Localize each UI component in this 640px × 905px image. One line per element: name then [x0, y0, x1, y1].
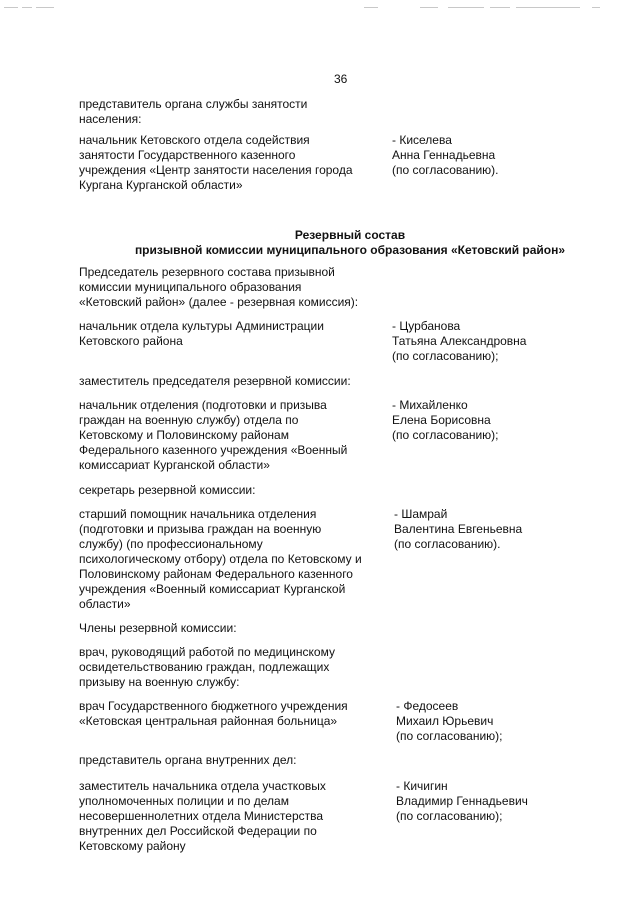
scan-artifact — [36, 7, 54, 8]
deputy-label: заместитель председателя резервной комиссии: — [79, 374, 351, 388]
scan-artifact — [490, 7, 510, 8]
deputy-person: - Михайленко Елена Борисовна (по согласованию); — [392, 398, 499, 442]
chair-person: - Цурбанова Татьяна Александровна (по согласованию); — [392, 319, 527, 363]
employment-service-label: представитель органа службы занятости населения: — [79, 97, 308, 126]
chair-label: Председатель резервного состава призывной комиссии муниципального образования «Кетовский район» (далее - резервная комиссия): — [79, 265, 359, 309]
scan-artifact — [592, 7, 600, 8]
deputy-position: начальник отделения (подготовки и призыва граждан на военную службу) отдела по Кетовскому и Половинскому районам Федерального казенного учреждения «Военный комиссариат Курганской области» — [79, 398, 348, 472]
scan-artifact — [364, 7, 378, 8]
doctor-person: - Федосеев Михаил Юрьевич (по согласованию); — [396, 699, 503, 743]
section-heading: Резервный состав призывной комиссии муниципального образования «Кетовский район» — [134, 228, 566, 257]
secretary-position: старший помощник начальника отделения (подготовки и призыва граждан на военную службу) (по профессиональному психологическому отбору) отдела по Кетовскому и Половинскому районам Федерального казенного учреждения «Военный комиссариат Курганской области» — [79, 507, 362, 611]
doctor-position: врач Государственного бюджетного учреждения «Кетовская центральная районная больница» — [79, 699, 348, 728]
employment-service-person: - Киселева Анна Геннадьевна (по согласованию). — [392, 133, 499, 177]
members-label: Члены резервной комиссии: — [79, 621, 237, 635]
scan-artifact — [4, 7, 18, 8]
chair-position: начальник отдела культуры Администрации Кетовского района — [79, 319, 324, 348]
secretary-label: секретарь резервной комиссии: — [79, 483, 256, 497]
scan-artifact — [448, 7, 484, 8]
scan-artifact — [516, 7, 580, 8]
police-person: - Кичигин Владимир Геннадьевич (по согласованию); — [396, 779, 528, 823]
secretary-person: - Шамрай Валентина Евгеньевна (по согласованию). — [394, 507, 523, 551]
scan-artifact — [22, 7, 32, 8]
scan-artifact — [420, 7, 438, 8]
police-position: заместитель начальника отдела участковых уполномоченных полиции и по делам несовершеннолетних отдела Министерства внутренних дел Российской Федерации по Кетовскому району — [79, 779, 326, 853]
employment-service-position: начальник Кетовского отдела содействия занятости Государственного казенного учреждения «Центр занятости населения города Кургана Курганской области» — [79, 133, 353, 192]
page-number: 36 — [334, 72, 348, 86]
police-label: представитель органа внутренних дел: — [79, 753, 297, 767]
doctor-label: врач, руководящий работой по медицинскому освидетельствованию граждан, подлежащих призыву на военную службу: — [79, 645, 335, 689]
